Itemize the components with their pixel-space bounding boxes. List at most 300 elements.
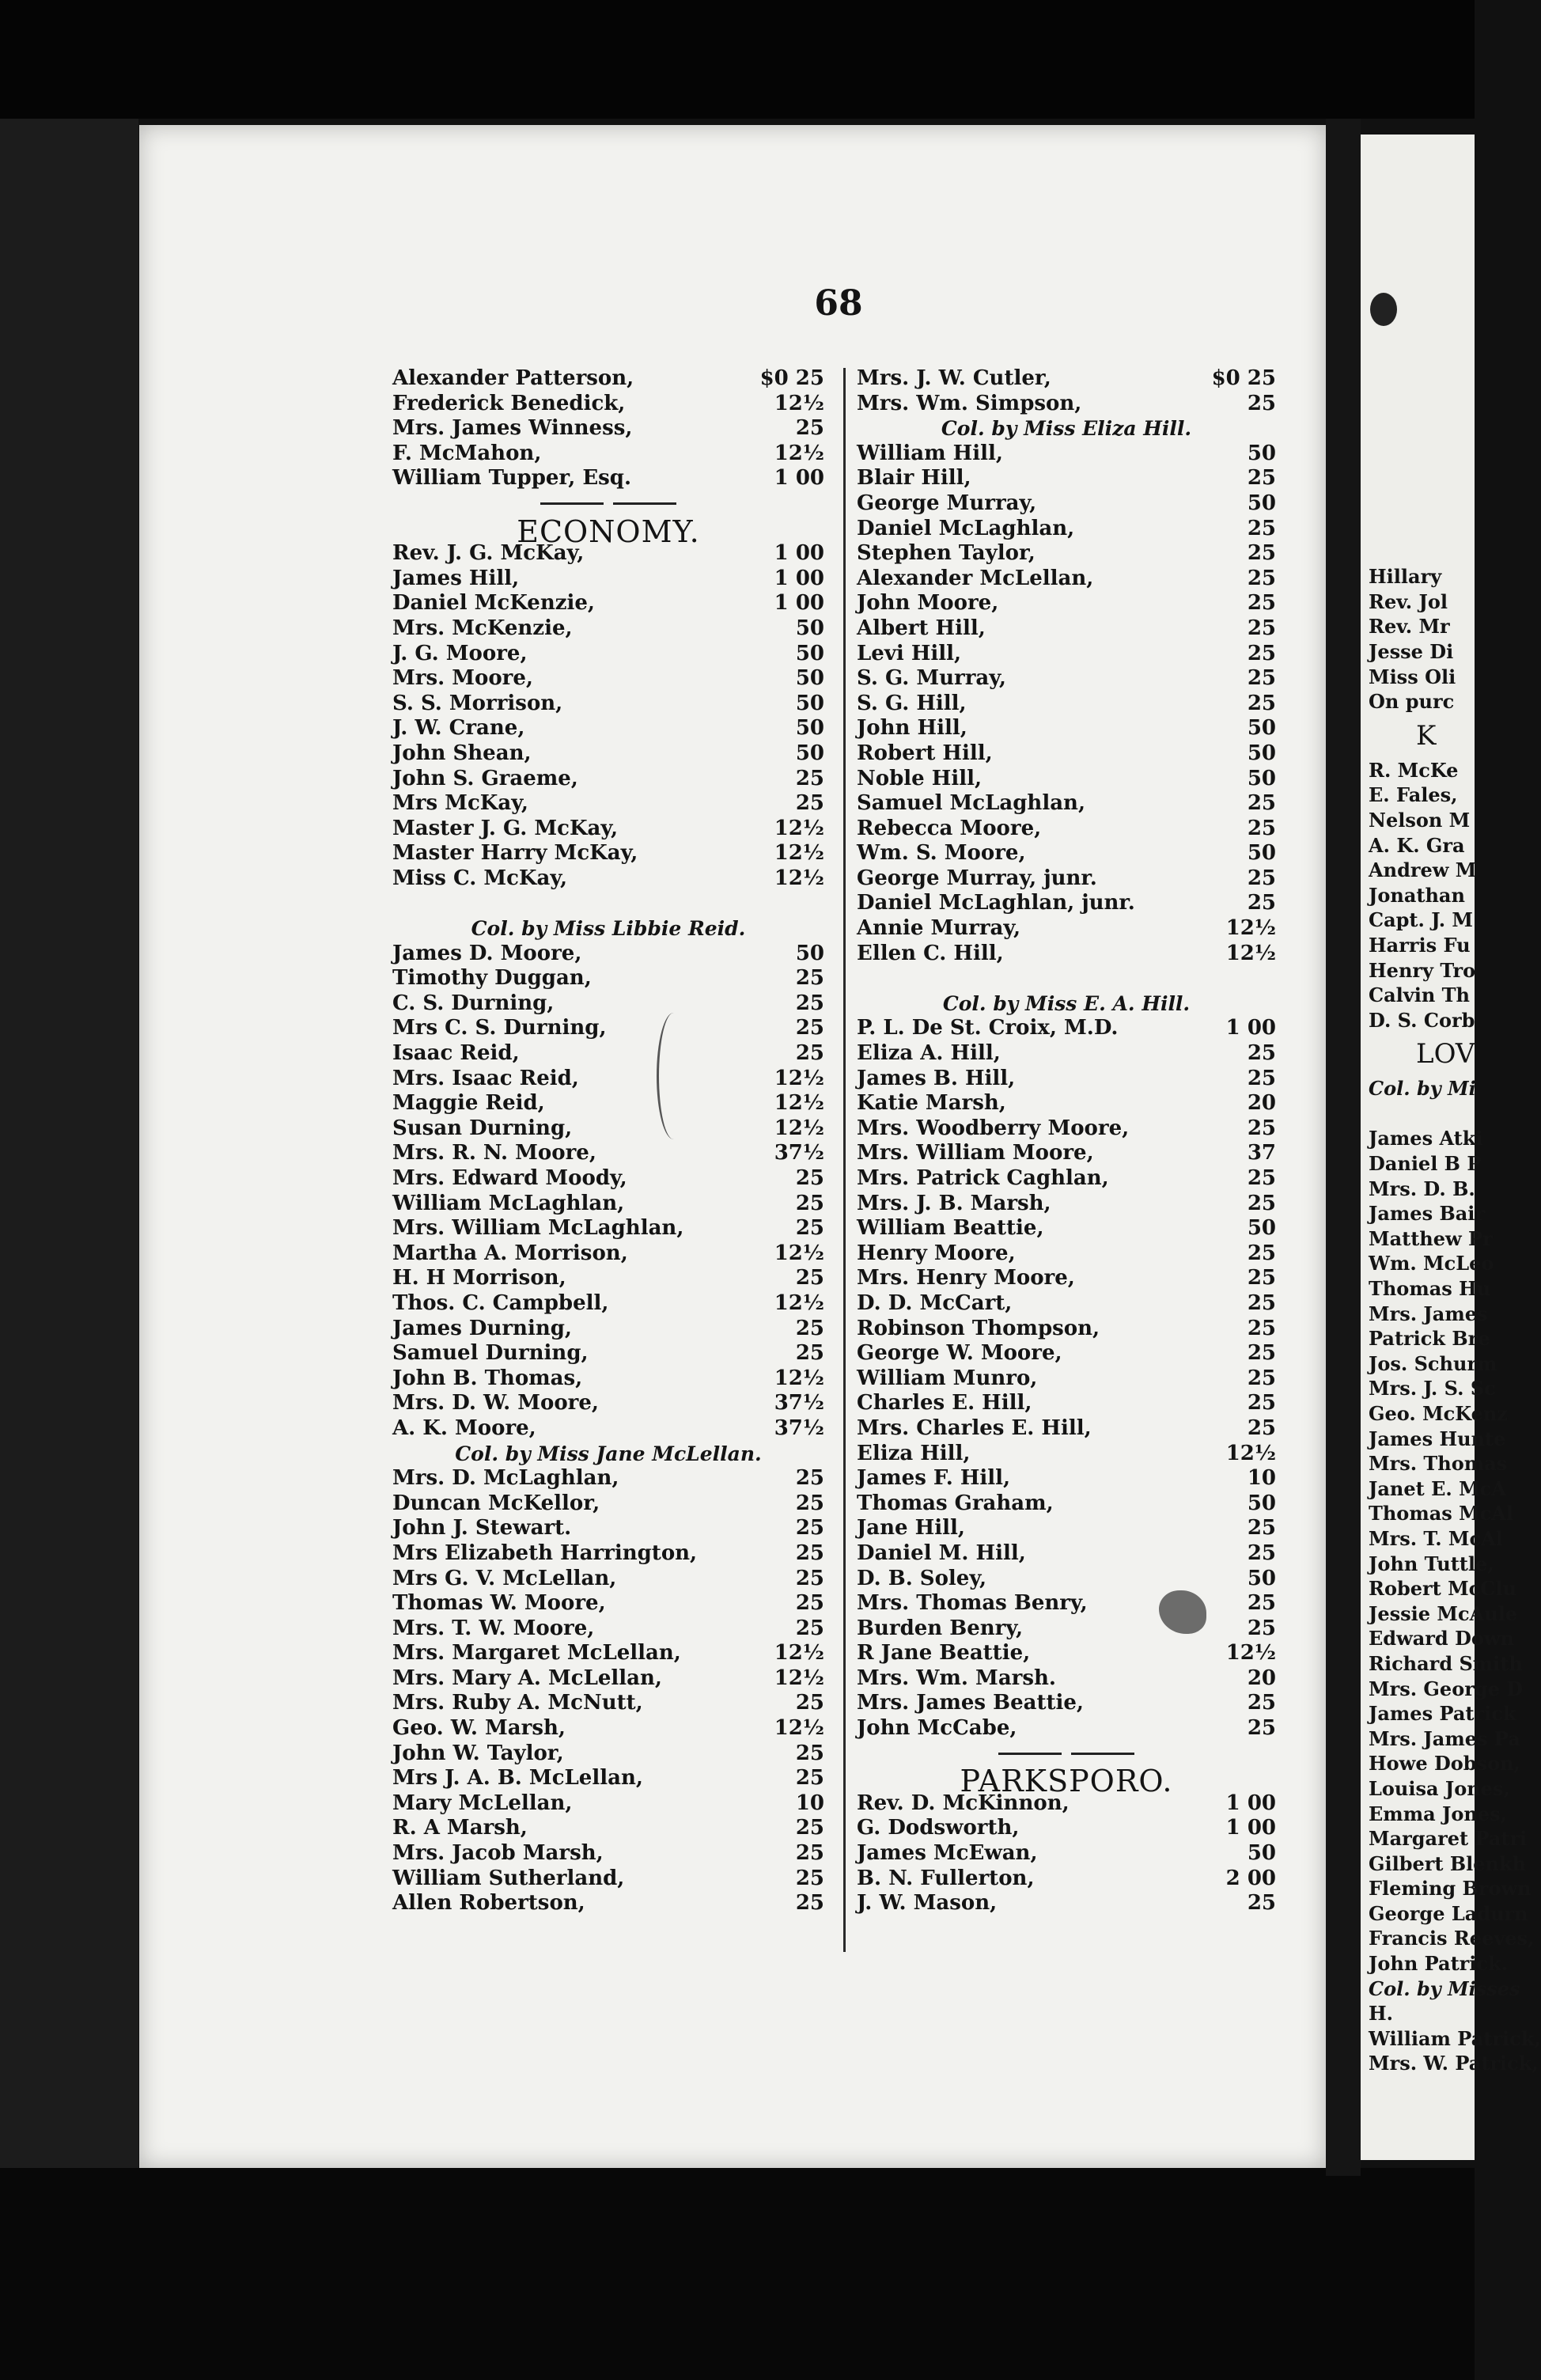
scanner-frame-left — [0, 119, 138, 2176]
subscriber-row — [857, 866, 1276, 892]
subscriber-name: John McCabe, — [857, 1716, 1017, 1741]
subscription-amount: 12½ — [774, 1066, 824, 1090]
subscription-amount: 25 — [795, 1316, 824, 1340]
subscriber-row — [857, 1541, 1276, 1567]
subscription-amount: 25 — [795, 1741, 824, 1765]
adjacent-page-line: Andrew M — [1369, 858, 1477, 882]
collector-title: Col. by Miss Libbie Reid. — [471, 917, 746, 941]
subscription-amount: 25 — [1247, 391, 1276, 415]
subscription-amount: 50 — [1247, 1841, 1276, 1866]
subscription-amount: 50 — [1247, 716, 1276, 741]
subscription-amount: 20 — [1247, 1666, 1276, 1690]
subscriber-name: Katie Marsh, — [857, 1091, 1006, 1116]
subscriber-row — [392, 1891, 824, 1916]
subscription-amount: 25 — [795, 766, 824, 790]
subscription-amount: 1 00 — [774, 566, 824, 590]
adjacent-page-line: Wm. McLeo — [1369, 1252, 1494, 1275]
subscriber-row — [857, 916, 1276, 942]
subscription-amount: 12½ — [774, 1366, 824, 1390]
adjacent-page-line: James Atki — [1369, 1127, 1483, 1150]
subscriber-name: Mrs. William Moore, — [857, 1141, 1094, 1165]
subscriber-name: Thomas Graham, — [857, 1491, 1054, 1515]
subscriber-name: George Murray, junr. — [857, 866, 1097, 890]
subscriber-name: Mary McLellan, — [392, 1791, 573, 1815]
subscriber-row — [392, 1391, 824, 1416]
subscriber-name: Frederick Benedick, — [392, 391, 626, 415]
subscriber-row — [857, 642, 1276, 667]
subscription-amount: 25 — [1247, 1241, 1276, 1265]
subscriber-name: Ellen C. Hill, — [857, 941, 1004, 965]
subscriber-row — [857, 767, 1276, 792]
subscriber-name: John W. Taylor, — [392, 1741, 564, 1765]
adjacent-page-line: Louisa Jones, — [1369, 1776, 1510, 1800]
adjacent-page-line: Mrs. T. McAl — [1369, 1526, 1503, 1550]
subscription-amount: 12½ — [774, 866, 824, 890]
subscriber-row — [392, 1416, 824, 1442]
subscription-amount: 12½ — [774, 1290, 824, 1315]
subscription-amount: 50 — [795, 666, 824, 691]
subscriber-name: Daniel McLaghlan, junr. — [857, 891, 1135, 915]
subscriber-row — [857, 692, 1276, 717]
subscriber-row — [857, 1516, 1276, 1541]
subscription-amount: 37½ — [774, 1141, 824, 1165]
subscription-amount: 12½ — [774, 841, 824, 866]
subscription-amount: 25 — [795, 1341, 824, 1366]
subscription-amount: 25 — [795, 1841, 824, 1866]
adjacent-page-line: R. McKe — [1369, 758, 1459, 782]
subscriber-name: George Murray, — [857, 491, 1037, 515]
subscriber-row — [392, 1491, 824, 1517]
subscriber-name: Rebecca Moore, — [857, 816, 1042, 840]
subscriber-row — [857, 366, 1276, 392]
subscription-amount: 25 — [1247, 566, 1276, 590]
subscriber-name: John Shean, — [392, 741, 532, 765]
subscription-amount: 25 — [795, 966, 824, 991]
subscriber-name: H. H Morrison, — [392, 1266, 566, 1290]
subscriber-row — [857, 1666, 1276, 1692]
subscriber-row — [392, 1516, 824, 1541]
subscription-amount: 50 — [1247, 766, 1276, 790]
subscriber-row — [857, 1116, 1276, 1142]
subscriber-row — [857, 891, 1276, 916]
subscription-amount: 25 — [1247, 1391, 1276, 1415]
adjacent-page-line: Jessie McAule — [1369, 1601, 1518, 1625]
subscription-amount: 25 — [795, 416, 824, 441]
subscriber-name: William Hill, — [857, 441, 1003, 465]
subscriber-name: D. D. McCart, — [857, 1290, 1013, 1315]
subscription-amount: 25 — [795, 1566, 824, 1590]
subscription-amount: 25 — [1247, 1691, 1276, 1715]
subscription-amount: $0 25 — [759, 366, 824, 390]
subscriber-name: Mrs C. S. Durning, — [392, 1016, 607, 1040]
subscription-amount: 25 — [795, 1616, 824, 1640]
subscriber-name: B. N. Fullerton, — [857, 1866, 1035, 1890]
adjacent-page-line: Jonathan — [1369, 883, 1465, 907]
subscriber-row — [857, 1641, 1276, 1666]
subscriber-name: Annie Murray, — [857, 916, 1021, 941]
subscriber-name: Mrs. Ruby A. McNutt, — [392, 1691, 643, 1715]
adjacent-page-line: John Patrick. — [1369, 1952, 1509, 1976]
adjacent-page-line: Miss Oli — [1369, 665, 1456, 688]
subscription-amount: 50 — [1247, 1566, 1276, 1590]
adjacent-page-line: John Tuttle, — [1369, 1552, 1494, 1575]
adjacent-page-line: Matthew Pr — [1369, 1226, 1493, 1250]
subscriber-row — [857, 616, 1276, 642]
subscriber-name: Mrs Elizabeth Harrington, — [392, 1541, 698, 1565]
subscriber-row — [857, 1091, 1276, 1116]
subscriber-row — [392, 366, 824, 392]
adjacent-page-heading: K — [1416, 719, 1437, 752]
subscription-amount: 25 — [795, 1866, 824, 1890]
subscription-amount: 25 — [795, 1766, 824, 1791]
section-divider — [857, 1741, 1276, 1767]
subscription-amount: 25 — [795, 1691, 824, 1715]
subscriber-name: William Tupper, Esq. — [392, 466, 632, 491]
subscription-amount: 25 — [795, 1466, 824, 1491]
subscriber-name: F. McMahon, — [392, 441, 542, 465]
subscriber-name: Stephen Taylor, — [857, 541, 1036, 566]
adjacent-page-line: Emma Jones, — [1369, 1802, 1507, 1825]
subscriber-name: Miss C. McKay, — [392, 866, 568, 890]
subscription-amount: 50 — [1247, 491, 1276, 515]
subscriber-name: Mrs. T. W. Moore, — [392, 1616, 595, 1640]
subscriber-name: William Sutherland, — [392, 1866, 625, 1890]
subscriber-name: R. A Marsh, — [392, 1816, 528, 1840]
subscription-amount: 25 — [1247, 516, 1276, 540]
subscription-amount: $0 25 — [1211, 366, 1276, 390]
subscriber-row — [857, 1841, 1276, 1866]
adjacent-page-line: Howe Dobson, — [1369, 1752, 1520, 1776]
adjacent-page-line: Mrs. George D — [1369, 1677, 1524, 1700]
subscriber-row — [392, 1016, 824, 1041]
subscription-amount: 25 — [1247, 591, 1276, 616]
adjacent-page-line: Thomas McAl — [1369, 1502, 1514, 1525]
subscription-amount: 1 00 — [1225, 1016, 1276, 1040]
scanner-frame-top — [0, 0, 1475, 119]
subscription-amount: 12½ — [1225, 916, 1276, 941]
subscription-amount: 50 — [1247, 1216, 1276, 1241]
subscriber-row — [857, 1691, 1276, 1716]
subscriber-name: J. G. Moore, — [392, 641, 528, 665]
subscriber-name: Mrs. Patrick Caghlan, — [857, 1166, 1109, 1190]
subscriber-name: Mrs. Wm. Simpson, — [857, 391, 1082, 415]
subscriber-name: A. K. Moore, — [392, 1415, 536, 1440]
subscriber-row — [392, 1641, 824, 1666]
section-heading: PARKSPORO. — [960, 1764, 1173, 1799]
subscription-amount: 50 — [795, 941, 824, 965]
adjacent-page-line: Jos. Schurm — [1369, 1351, 1497, 1375]
adjacent-page-line: Mrs. James Pa — [1369, 1726, 1520, 1750]
subscriber-row — [392, 666, 824, 692]
subscriber-name: Alexander McLellan, — [857, 566, 1094, 590]
subscriber-name: James D. Moore, — [392, 941, 582, 965]
subscriber-row — [392, 1541, 824, 1567]
adjacent-page-line: Calvin Th — [1369, 983, 1470, 1007]
subscription-amount: 37½ — [774, 1391, 824, 1415]
divider-rule — [540, 502, 604, 505]
subscription-amount: 25 — [795, 1816, 824, 1840]
subscriber-row — [392, 1766, 824, 1791]
subscriber-row — [392, 1666, 824, 1692]
subscriber-row — [857, 1166, 1276, 1192]
subscriber-name: Rev. D. McKinnon, — [857, 1791, 1070, 1815]
subscriber-row — [392, 1816, 824, 1841]
subscriber-name: Mrs. R. N. Moore, — [392, 1141, 596, 1165]
subscriber-row — [857, 1791, 1276, 1817]
subscription-amount: 12½ — [774, 1091, 824, 1116]
subscriber-name: Samuel McLaghlan, — [857, 791, 1086, 816]
subscriber-row — [857, 841, 1276, 866]
subscription-amount: 25 — [795, 1266, 824, 1290]
subscription-amount: 25 — [795, 1166, 824, 1190]
subscriber-row — [392, 442, 824, 467]
subscriber-row — [392, 741, 824, 767]
subscriber-name: Wm. S. Moore, — [857, 841, 1026, 866]
subscriber-row — [857, 466, 1276, 491]
subscriber-name: Daniel M. Hill, — [857, 1541, 1026, 1565]
subscription-amount: 25 — [1247, 691, 1276, 715]
subscriber-row — [857, 1866, 1276, 1892]
blank-line — [392, 891, 824, 916]
subscriber-row — [857, 541, 1276, 567]
subscriber-row — [857, 1192, 1276, 1217]
subscription-amount: 25 — [795, 1491, 824, 1515]
subscriber-name: Master Harry McKay, — [392, 841, 638, 866]
subscriber-name: Timothy Duggan, — [392, 966, 592, 991]
subscriber-name: James B. Hill, — [857, 1066, 1016, 1090]
subscriber-row — [392, 1716, 824, 1741]
scanner-frame-bottom — [0, 2168, 1475, 2380]
subscriber-row — [857, 491, 1276, 517]
subscription-amount: 12½ — [774, 1641, 824, 1666]
subscriber-name: Mrs. Mary A. McLellan, — [392, 1666, 662, 1690]
subscription-amount: 25 — [1247, 1415, 1276, 1440]
subscriber-name: Jane Hill, — [857, 1516, 965, 1541]
subscriber-name: James F. Hill, — [857, 1466, 1011, 1491]
subscriber-name: R Jane Beattie, — [857, 1641, 1031, 1666]
subscription-amount: 25 — [1247, 1516, 1276, 1541]
subscription-amount: 50 — [795, 741, 824, 765]
subscriber-row — [392, 817, 824, 842]
subscriber-name: Noble Hill, — [857, 766, 983, 790]
adjacent-page-line: Nelson M — [1369, 808, 1471, 832]
subscription-amount: 25 — [1247, 466, 1276, 491]
subscriber-row — [392, 692, 824, 717]
subscriber-name: John Hill, — [857, 716, 967, 741]
adjacent-page-line: Fleming Brown — [1369, 1877, 1532, 1901]
subscriber-name: Albert Hill, — [857, 616, 986, 640]
subscriber-row — [392, 1616, 824, 1642]
adjacent-page-line: E. Fales, — [1369, 783, 1458, 807]
subscriber-name: Burden Benry, — [857, 1616, 1024, 1640]
subscriber-name: Thomas W. Moore, — [392, 1591, 606, 1616]
subscriber-row — [392, 942, 824, 967]
subscription-amount: 1 00 — [1225, 1816, 1276, 1840]
subscriber-name: Eliza Hill, — [857, 1441, 971, 1465]
adjacent-page-line: Capt. J. M — [1369, 908, 1473, 932]
adjacent-page-blank — [1361, 540, 1487, 565]
subscriber-name: Mrs McKay, — [392, 791, 528, 816]
subscriber-name: Geo. W. Marsh, — [392, 1716, 566, 1741]
subscriber-name: Mrs. D. W. Moore, — [392, 1391, 599, 1415]
subscription-amount: 25 — [1247, 1041, 1276, 1066]
subscriber-row — [392, 1291, 824, 1317]
subscriber-row — [392, 1241, 824, 1267]
subscriber-row — [857, 1241, 1276, 1267]
adjacent-page-line: Janet E. McA — [1369, 1476, 1506, 1500]
adjacent-page-line: Robert McClu — [1369, 1577, 1516, 1601]
adjacent-page-line: Margaret Patri — [1369, 1827, 1528, 1851]
divider-rule — [613, 502, 676, 505]
subscription-amount: 50 — [795, 641, 824, 665]
subscription-amount: 25 — [795, 1516, 824, 1541]
subscriber-row — [392, 767, 824, 792]
subscriber-name: Duncan McKellor, — [392, 1491, 600, 1515]
subscription-amount: 25 — [795, 1591, 824, 1616]
subscriber-row — [392, 791, 824, 817]
adjacent-page-line: Richard Smith — [1369, 1651, 1523, 1675]
subscriber-name: Mrs. Henry Moore, — [857, 1266, 1075, 1290]
subscription-amount: 1 00 — [774, 466, 824, 491]
left-subscriber-column — [392, 366, 824, 1916]
subscription-amount: 25 — [1247, 666, 1276, 691]
subscription-amount: 1 00 — [774, 591, 824, 616]
adjacent-page-line: H. — [1369, 2002, 1394, 2026]
subscriber-row — [857, 1366, 1276, 1392]
subscriber-name: William Beattie, — [857, 1216, 1044, 1241]
pencil-mark — [657, 1013, 691, 1139]
subscription-amount: 12½ — [774, 1666, 824, 1690]
subscriber-row — [392, 1091, 824, 1116]
subscriber-name: James McEwan, — [857, 1841, 1038, 1866]
subscriber-name: Thos. C. Campbell, — [392, 1290, 609, 1315]
subscription-amount: 50 — [795, 616, 824, 640]
section-divider — [392, 491, 824, 517]
subscriber-row — [857, 591, 1276, 616]
subscriber-name: S. G. Hill, — [857, 691, 967, 715]
subscriber-name: Mrs. James Winness, — [392, 416, 633, 441]
adjacent-page-blank — [1361, 514, 1487, 540]
subscription-amount: 25 — [1247, 641, 1276, 665]
adjacent-page-line: James Bair — [1369, 1202, 1486, 1226]
subscriber-name: John B. Thomas, — [392, 1366, 583, 1390]
adjacent-page-line: Hillary — [1369, 565, 1442, 589]
subscriber-name: D. B. Soley, — [857, 1566, 987, 1590]
subscriber-row — [857, 1567, 1276, 1592]
subscription-amount: 10 — [1247, 1466, 1276, 1491]
subscription-amount: 12½ — [1225, 1441, 1276, 1465]
adjacent-page-blank — [1361, 1101, 1487, 1127]
subscriber-row — [857, 716, 1276, 741]
subscriber-row — [392, 1141, 824, 1166]
subscriber-row — [392, 991, 824, 1017]
subscriber-name: Mrs. Charles E. Hill, — [857, 1415, 1092, 1440]
subscription-amount: 25 — [1247, 1616, 1276, 1640]
subscriber-row — [857, 942, 1276, 967]
adjacent-page-line: George Ladurn — [1369, 1901, 1528, 1925]
subscription-amount: 50 — [1247, 741, 1276, 765]
subscriber-row — [857, 1442, 1276, 1467]
subscriber-name: Mrs. McKenzie, — [392, 616, 573, 640]
subscription-amount: 25 — [1247, 1341, 1276, 1366]
subscription-amount: 25 — [1247, 1316, 1276, 1340]
subscriber-row — [392, 966, 824, 991]
subscriber-name: J. W. Mason, — [857, 1891, 998, 1916]
subscriber-row — [392, 466, 824, 491]
subscriber-row — [392, 1366, 824, 1392]
subscriber-name: Robinson Thompson, — [857, 1316, 1100, 1340]
subscriber-row — [392, 841, 824, 866]
subscription-amount: 25 — [1247, 1290, 1276, 1315]
subscriber-row — [857, 1491, 1276, 1517]
adjacent-page-line: Harris Fu — [1369, 933, 1471, 957]
subscriber-row — [857, 1816, 1276, 1841]
subscriber-row — [392, 1192, 824, 1217]
subscription-amount: 2 00 — [1225, 1866, 1276, 1890]
subscriber-name: Mrs. J. B. Marsh, — [857, 1191, 1051, 1215]
subscription-amount: 25 — [1247, 1166, 1276, 1190]
subscription-amount: 25 — [795, 1016, 824, 1040]
subscription-amount: 25 — [1247, 1541, 1276, 1565]
subscriber-name: Susan Durning, — [392, 1116, 573, 1140]
subscriber-name: Mrs. Moore, — [392, 666, 533, 691]
adjacent-page-line: Mrs. Thomas — [1369, 1452, 1508, 1476]
subscription-amount: 12½ — [1225, 941, 1276, 965]
subscription-amount: 12½ — [774, 1716, 824, 1741]
subscriber-name: S. S. Morrison, — [392, 691, 563, 715]
subscription-amount: 25 — [795, 1891, 824, 1916]
subscription-amount: 25 — [1247, 1891, 1276, 1916]
subscriber-row — [392, 1067, 824, 1092]
subscriber-name: Blair Hill, — [857, 466, 971, 491]
adjacent-page-line: A. K. Gra — [1369, 833, 1465, 857]
subscriber-name: John J. Stewart. — [392, 1516, 572, 1541]
subscriber-name: J. W. Crane, — [392, 716, 525, 741]
subscription-amount: 25 — [1247, 616, 1276, 640]
subscriber-name: Mrs. D. McLaghlan, — [392, 1466, 619, 1491]
subscriber-row — [857, 1067, 1276, 1092]
adjacent-page-line: Geo. McKenz — [1369, 1402, 1508, 1425]
subscriber-name: Rev. J. G. McKay, — [392, 541, 585, 566]
subscriber-row — [857, 1716, 1276, 1741]
subscriber-row — [392, 1041, 824, 1067]
subscriber-row — [392, 1866, 824, 1892]
subscription-amount: 1 00 — [1225, 1791, 1276, 1815]
subscriber-row — [857, 1317, 1276, 1342]
subscriber-row — [857, 1416, 1276, 1442]
subscriber-name: Mrs. J. W. Cutler, — [857, 366, 1051, 390]
subscription-amount: 25 — [795, 1041, 824, 1066]
subscriber-row — [392, 1591, 824, 1616]
adjacent-page-line: Mrs. J. S. Sc — [1369, 1377, 1496, 1400]
subscription-amount: 1 00 — [774, 541, 824, 566]
subscriber-name: Isaac Reid, — [392, 1041, 520, 1066]
adjacent-page-list — [1361, 514, 1541, 2076]
adjacent-page-line: James Patrick — [1369, 1702, 1516, 1726]
ink-blot-mark — [1370, 293, 1397, 326]
subscription-amount: 50 — [1247, 841, 1276, 866]
subscription-amount: 12½ — [774, 391, 824, 415]
subscriber-name: Mrs. Thomas Benry, — [857, 1591, 1088, 1616]
subscriber-row — [857, 1216, 1276, 1241]
subscriber-row — [392, 1741, 824, 1767]
subscription-amount: 12½ — [1225, 1641, 1276, 1666]
subscriber-name: Mrs J. A. B. McLellan, — [392, 1766, 643, 1791]
adjacent-page-collector-title: Col. by Mi — [1369, 1077, 1476, 1101]
subscriber-row — [857, 1616, 1276, 1642]
subscriber-row — [392, 1341, 824, 1366]
subscription-amount: 25 — [1247, 1116, 1276, 1140]
